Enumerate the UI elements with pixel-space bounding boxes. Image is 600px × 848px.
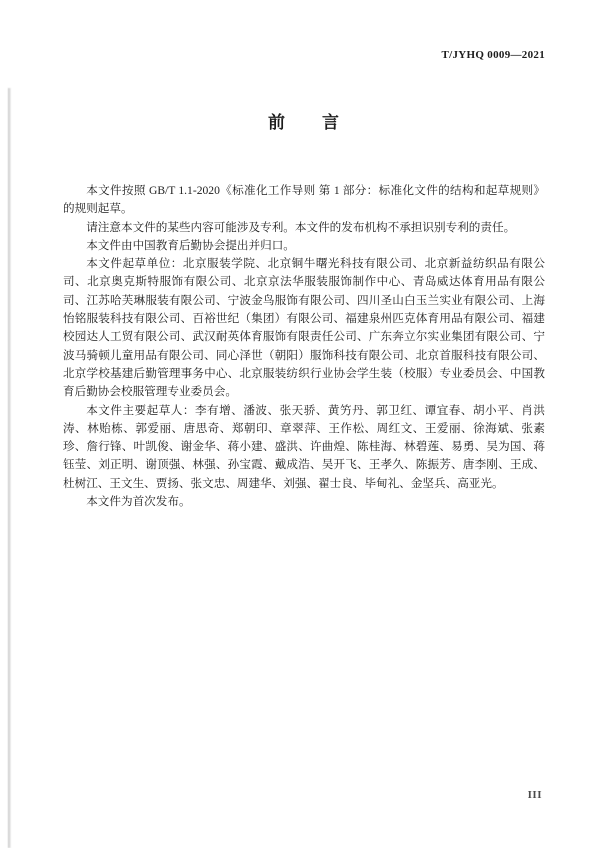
standard-code: T/JYHQ 0009—2021 bbox=[441, 49, 545, 61]
paragraph-issuing-body: 本文件由中国教育后勤协会提出并归口。 bbox=[86, 238, 295, 252]
paragraph-main-drafters: 本文件主要起草人：李有增、潘波、张天骄、黄竻丹、郭卫红、谭宜春、胡小平、肖洪涛、林贻栋、郭爱丽、唐思奇、郑朝印、章翠萍、王作松、周红文、王爱丽、徐海斌、张素珍、詹行锋、叶凯俊、谢金华、蒋小建、盛洪、许曲煌、陈桂海、林碧莲、易勇、吴为国、蒋钰莹、刘正明、谢顶强、林强、孙宝霞、戴成浩、吴开飞、王孝久、陈振芳、唐李刚、王成、杜树江、王文生、贾扬、张文忠、周建华、刘强、翟士良、毕甸礼、金坚兵、高亚光。 bbox=[63, 403, 545, 490]
paragraph-first-publication: 本文件为首次发布。 bbox=[86, 495, 191, 509]
left-scan-shadow bbox=[8, 88, 11, 848]
paragraph-patent-notice: 请注意本文件的某些内容可能涉及专利。本文件的发布机构不承担识别专利的责任。 bbox=[86, 220, 516, 234]
page-content bbox=[63, 108, 545, 511]
paragraph-drafting-organizations: 本文件起草单位：北京服装学院、北京铜牛曙光科技有限公司、北京新益纺织品有限公司、北京奥克斯特服饰有限公司、北京京法华服装服饰制作中心、青岛威达体育用品有限公司、江苏哈芙琳服装有限公司、宁波金鸟服饰有限公司、四川圣山白玉兰实业有限公司、上海怡铭服装科技有限公司、百裕世纪（集团）有限公司、福建泉州匹克体育用品有限公司、福建校园达人工贸有限公司、武汉耐英体育服饰有限责任公司、广东奔立尔实业集团有限公司、宁波马骑顿儿童用品有限公司、同心泽世（朝阳）服饰科技有限公司、北京首服科技有限公司、北京学校基建后勤管理事务中心、北京服装纺织行业协会学生装（校服）专业委员会、中国教育后勤协会校服管理专业委员会。 bbox=[63, 257, 545, 399]
page-title: 前 言 bbox=[268, 113, 340, 132]
paragraph-drafting-rules: 本文件按照 GB/T 1.1-2020《标准化工作导则 第 1 部分：标准化文件的结构和起草规则》的规则起草。 bbox=[63, 184, 545, 216]
page-number: III bbox=[527, 789, 542, 801]
